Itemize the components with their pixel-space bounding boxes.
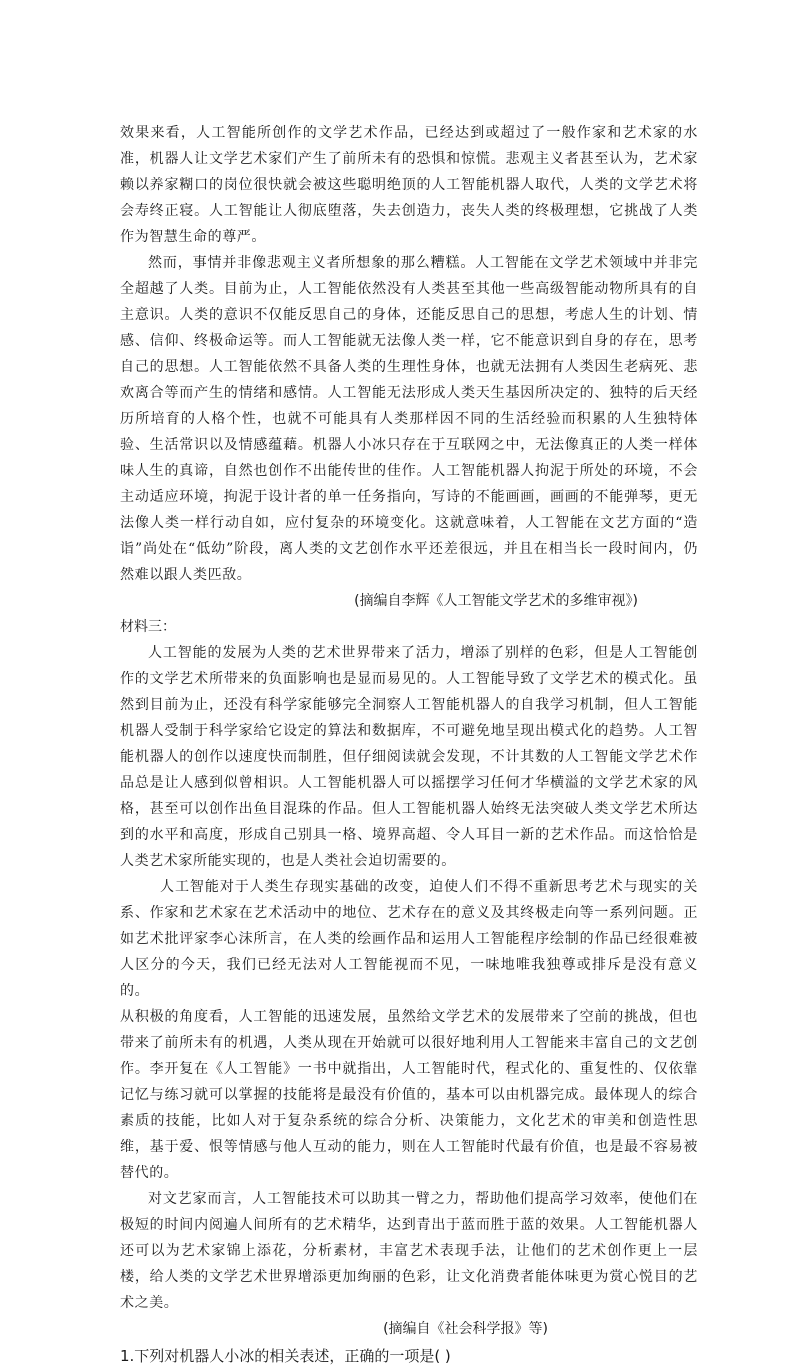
question-1: 1.下列对机器人小冰的相关表述，正确的一项是( ) [120, 1347, 451, 1365]
paragraph-p6: 对文艺家而言，人工智能技术可以助其一臂之力，帮助他们提高学习效率，使他们在极短的时间内阅遍人间所有的艺术精华，达到青出于蓝而胜于蓝的效果。人工智能机器人还可以为艺术家锦上添花，分析素材，丰富艺术表现手法，让他们的艺术创作更上一层楼，给人类的文学艺术世界增添更加绚丽的色彩，让文化消费者能体味更为赏心悦目的艺术之美。 [120, 1191, 698, 1311]
source-citation-2: (摘编自《社会科学报》等) [383, 1321, 548, 1337]
paragraph-p1: 效果来看，人工智能所创作的文学艺术作品，已经达到或超过了一般作家和艺术家的水准，机器人让文学艺术家们产生了前所未有的恐惧和惊慌。悲观主义者甚至认为，艺术家赖以养家糊口的岗位很快就会被这些聪明绝顶的人工智能机器人取代，人类的文学艺术将会寿终正寝。人工智能让人彻底堕落，失去创造力，丧失人类的终极理想，它挑战了人类作为智慧生命的尊严。 [120, 125, 698, 245]
source-citation-1: (摘编自李辉《人工智能文学艺术的多维审视》) [354, 593, 638, 609]
paragraph-p5: 从积极的角度看，人工智能的迅速发展，虽然给文学艺术的发展带来了空前的挑战，但也带来了前所未有的机遇，人类从现在开始就可以很好地利用人工智能来丰富自己的文艺创作。李开复在《人工智能》一书中就指出，人工智能时代，程式化的、重复性的、仅依靠记忆与练习就可以掌握的技能将是最没有价值的，基本可以由机器完成。最体现人的综合素质的技能，比如人对于复杂系统的综合分析、决策能力，文化艺术的审美和创造性思维，基于爱、恨等情感与他人互动的能力，则在人工智能时代最有价值，也是最不容易被替代的。 [120, 1009, 698, 1181]
paragraph-p2: 然而，事情并非像悲观主义者所想象的那么糟糕。人工智能在文学艺术领域中并非完全超越了人类。目前为止，人工智能依然没有人类甚至其他一些高级智能动物所具有的自主意识。人类的意识不仅能反思自己的身体，还能反思自己的思想，考虑人生的计划、情感、信仰、终极命运等。而人工智能就无法像人类一样，它不能意识到自身的存在，思考自己的思想。人工智能依然不具备人类的生理性身体，也就无法拥有人类因生老病死、悲欢离合等而产生的情绪和感情。人工智能无法形成人类天生基因所决定的、独特的后天经历所培育的人格个性，也就不可能具有人类那样因不同的生活经验而积累的人生独特体验、生活常识以及情感蕴藉。机器人小冰只存在于互联网之中，无法像真正的人类一样体味人生的真谛，自然也创作不出能传世的佳作。人工智能机器人拘泥于所处的环境，不会主动适应环境，拘泥于设计者的单一任务指向，写诗的不能画画，画画的不能弹琴，更无法像人类一样行动自如，应付复杂的环境变化。这就意味着，人工智能在文艺方面的“造诣”尚处在“低幼”阶段，离人类的文艺创作水平还差很远，并且在相当长一段时间内，仍然难以跟人类匹敌。 [120, 255, 698, 583]
paragraph-p4: 人工智能对于人类生存现实基础的改变，迫使人们不得不重新思考艺术与现实的关系、作家和艺术家在艺术活动中的地位、艺术存在的意义及其终极走向等一系列问题。正如艺术批评家李心沫所言，在人类的绘画作品和运用人工智能程序绘制的作品已经很难被人区分的今天，我们已经无法对人工智能视而不见，一味地唯我独尊或排斥是没有意义的。 [120, 879, 698, 999]
paragraph-p3: 人工智能的发展为人类的艺术世界带来了活力，增添了别样的色彩，但是人工智能创作的文学艺术所带来的负面影响也是显而易见的。人工智能导致了文学艺术的模式化。虽然到目前为止，还没有科学家能够完全洞察人工智能机器人的自我学习机制，但人工智能机器人受制于科学家给它设定的算法和数据库，不可避免地呈现出模式化的趋势。人工智能机器人的创作以速度快而制胜，但仔细阅读就会发现，不计其数的人工智能文学艺术作品总是让人感到似曾相识。人工智能机器人可以摇摆学习任何才华横溢的文学艺术家的风格，甚至可以创作出鱼目混珠的作品。但人工智能机器人始终无法突破人类文学艺术所达到的水平和高度，形成自己别具一格、境界高超、令人耳目一新的艺术作品。而这恰恰是人类艺术家所能实现的，也是人类社会迫切需要的。 [120, 645, 698, 869]
material-three-heading: 材料三： [120, 619, 176, 635]
